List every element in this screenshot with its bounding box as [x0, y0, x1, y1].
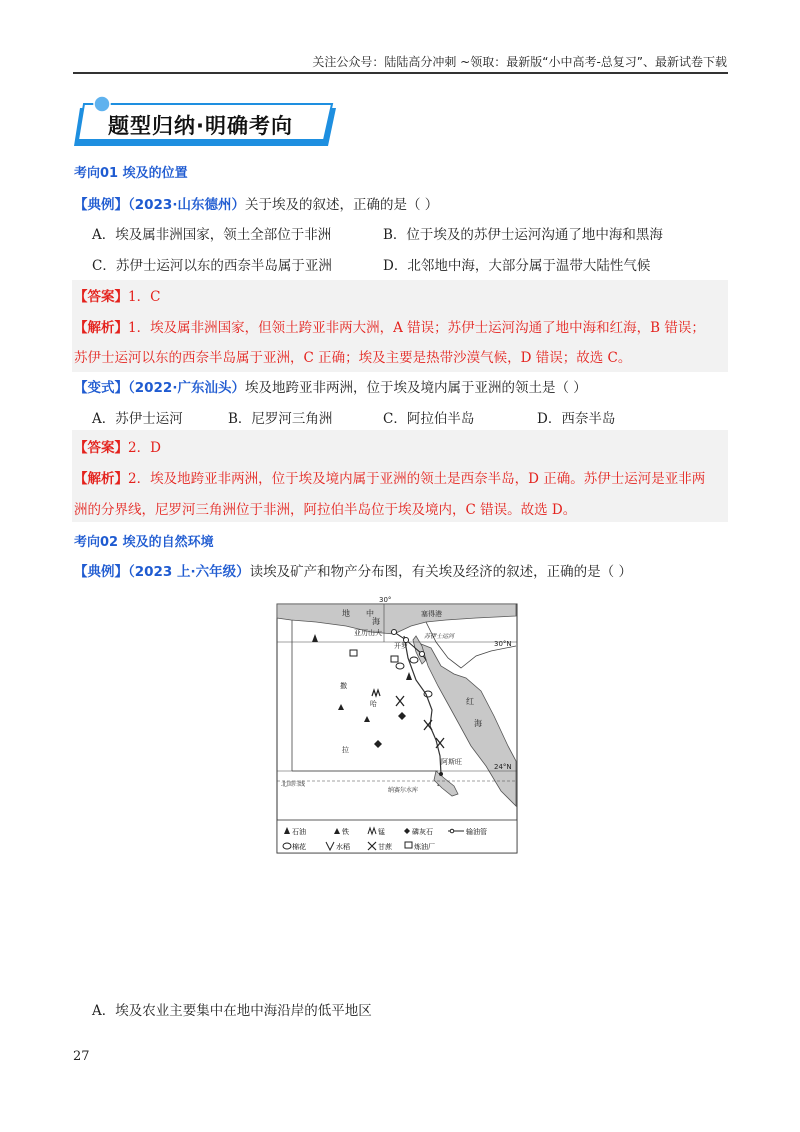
header-rule: [73, 72, 728, 74]
analysis-tag: 【解析】: [74, 320, 128, 336]
section-title-2: 考向02 埃及的自然环境: [74, 535, 214, 550]
example-question-text: 关于埃及的叙述，正确的是（ ）: [244, 197, 439, 213]
map-label-port-said: 塞得港: [421, 610, 442, 618]
map-label-suez: 苏伊士运河: [424, 633, 455, 640]
analysis-1-line2: 苏伊士运河以东的西奈半岛属于亚洲，C 正确；埃及主要是热带沙漠气候，D 错误；故选 C。: [74, 350, 632, 366]
map-label-sea: 海: [372, 617, 380, 626]
map-label-desert: 拉: [342, 746, 349, 754]
example-tag: 【典例】: [74, 564, 128, 580]
map-label-24n: 24°N: [494, 763, 512, 771]
analysis-text: 1．埃及属非洲国家，但领土跨亚非两大洲，A 错误；苏伊士运河沟通了地中海和红海，B 错误；: [128, 320, 705, 336]
option-d: D．北邻地中海，大部分属于温带大陆性气候: [383, 258, 651, 274]
map-label-desert: 哈: [370, 700, 377, 708]
example-source: （2023·山东德州）: [128, 197, 245, 213]
legend-cotton: 棉花: [292, 843, 306, 851]
legend-iron: 铁: [342, 828, 349, 836]
variant-option-c: C．阿拉伯半岛: [383, 411, 475, 427]
page-header: 关注公众号：陆陆高分冲刺 ~领取：最新版“小中高考-总复习”、最新试卷下载: [312, 55, 727, 69]
map-label-red-sea: 红: [466, 697, 474, 706]
option-b: B．位于埃及的苏伊士运河沟通了地中海和黑海: [383, 227, 663, 243]
analysis-2-line1: [74, 467, 705, 487]
answer-tag: 【答案】: [74, 440, 128, 456]
example-question-2: [74, 560, 632, 580]
answer-2: [74, 436, 161, 456]
legend-pipeline: 输油管: [466, 828, 487, 836]
answer-tag: 【答案】: [74, 289, 128, 305]
section2-option-a: A．埃及农业主要集中在地中海沿岸的低平地区: [92, 1003, 372, 1019]
variant-question-1: [74, 376, 587, 396]
example-source: （2023 上·六年级）: [128, 564, 250, 580]
page-number: 27: [73, 1049, 90, 1064]
example-tag: 【典例】: [74, 197, 128, 213]
legend-rice: 水稻: [336, 843, 350, 851]
answer-value: 2．D: [128, 440, 161, 456]
map-label-alexandria: 亚历山大: [354, 629, 382, 637]
map-label-sea: 中: [366, 609, 374, 618]
option-a: A．埃及属非洲国家，领土全部位于非洲: [92, 227, 332, 243]
legend-refinery: 炼油厂: [414, 843, 435, 851]
analysis-2-line2: 洲的分界线，尼罗河三角洲位于非洲，阿拉伯半岛位于埃及境内，C 错误。故选 D。: [74, 502, 577, 518]
egypt-resource-map: [276, 596, 518, 854]
example-question-1: [74, 193, 438, 213]
map-label-dam: 纳赛尔水库: [388, 787, 419, 794]
map-label-cairo: 开罗: [394, 642, 408, 650]
answer-value: 1．C: [128, 289, 161, 305]
variant-option-a: A．苏伊士运河: [92, 411, 183, 427]
analysis-text: 2．埃及地跨亚非两洲，位于埃及境内属于亚洲的领土是西奈半岛，D 正确。苏伊士运河是亚非两: [128, 471, 706, 487]
legend-manganese: 锰: [378, 828, 385, 836]
analysis-tag: 【解析】: [74, 471, 128, 487]
variant-option-b: B．尼罗河三角洲: [228, 411, 333, 427]
legend-phosphate: 磷灰石: [412, 828, 433, 836]
variant-source: （2022·广东汕头）: [128, 380, 245, 396]
map-label-tropic: 北回归线: [281, 781, 306, 788]
map-label-sea: 地: [342, 609, 350, 618]
legend-sugarcane: 甘蔗: [378, 843, 392, 851]
example-question-text: 读埃及矿产和物产分布图，有关埃及经济的叙述，正确的是（ ）: [249, 564, 632, 580]
answer-1: [74, 285, 160, 305]
legend-oil: 石油: [292, 828, 306, 836]
variant-option-d: D．西奈半岛: [537, 411, 616, 427]
section-banner: [74, 96, 342, 150]
map-svg: [276, 596, 518, 854]
analysis-1-line1: [74, 316, 705, 336]
option-c: C．苏伊士运河以东的西奈半岛属于亚洲: [92, 258, 332, 274]
variant-tag: 【变式】: [74, 380, 128, 396]
map-label-30: 30°: [379, 596, 392, 604]
map-label-desert: 撒: [340, 682, 347, 690]
map-label-red-sea: 海: [474, 719, 482, 728]
banner-title: 题型归纳·明确考向: [108, 114, 293, 138]
map-label-aswan: 阿斯旺: [441, 758, 462, 766]
map-label-30n: 30°N: [494, 640, 512, 648]
variant-question-text: 埃及地跨亚非两洲，位于埃及境内属于亚洲的领土是（ ）: [244, 380, 587, 396]
section-title-1: 考向01 埃及的位置: [74, 166, 188, 181]
